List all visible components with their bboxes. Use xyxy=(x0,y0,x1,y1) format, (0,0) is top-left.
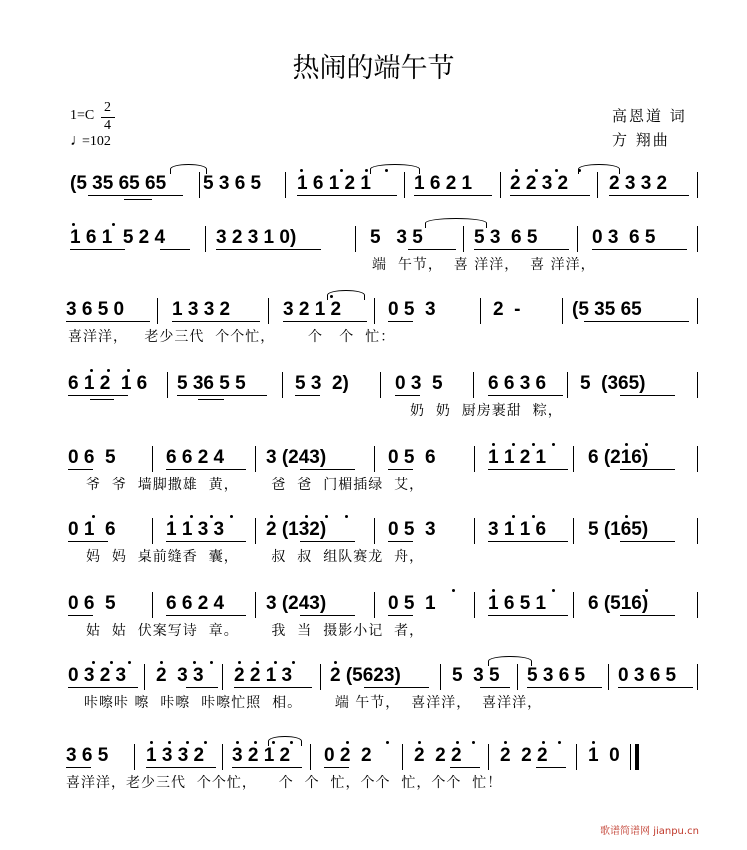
underline-mark xyxy=(166,469,246,470)
bar-line xyxy=(255,592,256,618)
underline-mark xyxy=(232,767,302,768)
high-octave-dot xyxy=(542,741,545,744)
underline-mark xyxy=(177,395,267,396)
high-octave-dot xyxy=(386,741,389,744)
tie-slur xyxy=(268,736,302,746)
underline-mark xyxy=(488,615,568,616)
high-octave-dot xyxy=(532,443,535,446)
lyric-line: 喜洋洋， 老少三代 个个忙， 个 个 忙： xyxy=(68,329,396,345)
bar-line xyxy=(285,172,286,198)
bar-line xyxy=(374,518,375,544)
measure: 3 (243) xyxy=(266,593,327,614)
score-row-6 xyxy=(0,518,747,565)
underline-mark xyxy=(160,249,190,250)
key-signature: 1=C xyxy=(70,108,95,123)
measure: 6 (516) xyxy=(588,593,649,614)
bar-line xyxy=(199,172,200,198)
underline-mark xyxy=(68,395,128,396)
high-octave-dot xyxy=(210,515,213,518)
time-signature-top: 2 xyxy=(104,100,111,115)
watermark xyxy=(600,822,699,837)
underline-mark xyxy=(216,249,321,250)
bar-line xyxy=(152,518,153,544)
song-title: 热闹的端午节 xyxy=(292,53,455,84)
bar-line xyxy=(573,446,574,472)
underline-mark xyxy=(66,321,150,322)
lyric-line: 端 午节， 喜 洋洋， 喜 洋洋， xyxy=(372,257,596,273)
bar-line xyxy=(404,172,405,198)
bar-line xyxy=(355,226,356,252)
measure: 0 2 2 xyxy=(324,745,372,766)
measure: 5 3 6 5 xyxy=(474,227,538,248)
high-octave-dot xyxy=(330,295,333,298)
measure: 0 1 6 xyxy=(68,519,116,540)
tempo-marking: =102 xyxy=(82,134,111,149)
high-octave-dot xyxy=(345,515,348,518)
high-octave-dot xyxy=(150,741,153,744)
bar-line xyxy=(474,518,475,544)
high-octave-dot xyxy=(270,515,273,518)
measure: 1 6 1 2 1 xyxy=(297,173,371,194)
measure: 1 6 1 5 2 4 xyxy=(70,227,166,248)
underline-mark xyxy=(68,687,138,688)
bar-line xyxy=(697,518,698,544)
high-octave-dot xyxy=(107,369,110,372)
time-signature-bottom: 4 xyxy=(104,118,111,133)
underline-mark xyxy=(198,399,224,400)
measure: 2 (132) xyxy=(266,519,327,540)
high-octave-dot xyxy=(186,741,189,744)
measure: (5 35 65 xyxy=(572,299,642,320)
underline-mark xyxy=(536,767,566,768)
measure: 5 (365) xyxy=(580,373,646,394)
underline-mark xyxy=(488,395,563,396)
high-octave-dot xyxy=(90,369,93,372)
measure: 0 5 3 xyxy=(388,519,436,540)
bar-line xyxy=(374,446,375,472)
bar-line xyxy=(402,744,403,770)
underline-mark xyxy=(295,395,320,396)
underline-mark xyxy=(388,469,413,470)
final-bar-line xyxy=(630,744,631,770)
high-octave-dot xyxy=(325,515,328,518)
measure: 2 2 1 3 xyxy=(234,665,293,686)
underline-mark xyxy=(300,541,355,542)
quarter-note-icon: ♩ xyxy=(70,132,86,149)
high-octave-dot xyxy=(492,443,495,446)
high-octave-dot xyxy=(112,223,115,226)
high-octave-dot xyxy=(452,589,455,592)
high-octave-dot xyxy=(558,741,561,744)
underline-mark xyxy=(527,687,602,688)
high-octave-dot xyxy=(334,661,337,664)
lyricist-credit: 高恩道 词 xyxy=(612,107,687,125)
measure: 2 3 3 xyxy=(156,665,204,686)
high-octave-dot xyxy=(72,223,75,226)
bar-line xyxy=(440,664,441,690)
measure: 3 6 5 0 xyxy=(66,299,125,320)
score-row-8 xyxy=(0,664,747,711)
high-octave-dot xyxy=(532,515,535,518)
measure: 1 3 3 2 xyxy=(146,745,205,766)
bar-line xyxy=(608,664,609,690)
underline-mark xyxy=(388,615,413,616)
underline-mark xyxy=(234,687,312,688)
high-octave-dot xyxy=(492,589,495,592)
measure: 5 (165) xyxy=(588,519,649,540)
measure: 6 6 3 6 xyxy=(488,373,547,394)
underline-mark xyxy=(474,249,569,250)
underline-mark xyxy=(68,469,93,470)
underline-mark xyxy=(618,687,693,688)
high-octave-dot xyxy=(168,741,171,744)
high-octave-dot xyxy=(230,515,233,518)
high-octave-dot xyxy=(535,169,538,172)
high-octave-dot xyxy=(193,661,196,664)
underline-mark xyxy=(584,321,689,322)
bar-line xyxy=(576,744,577,770)
underline-mark xyxy=(592,249,687,250)
underline-mark xyxy=(90,399,114,400)
bar-line xyxy=(222,744,223,770)
underline-mark xyxy=(70,249,125,250)
high-octave-dot xyxy=(160,661,163,664)
bar-line xyxy=(380,372,381,398)
high-octave-dot xyxy=(504,741,507,744)
measure: 2 - xyxy=(493,299,521,320)
bar-line xyxy=(597,172,598,198)
underline-mark xyxy=(300,615,355,616)
high-octave-dot xyxy=(418,741,421,744)
underline-mark xyxy=(68,615,93,616)
score-row-9 xyxy=(0,744,747,791)
high-octave-dot xyxy=(236,741,239,744)
measure: 1 1 2 1 xyxy=(488,447,547,468)
measure: 3 2 1 2 xyxy=(232,745,291,766)
underline-mark xyxy=(172,321,260,322)
underline-mark xyxy=(66,767,91,768)
measure: 0 5 6 xyxy=(388,447,436,468)
measure: 5 3 6 5 xyxy=(203,173,262,194)
bar-line xyxy=(152,446,153,472)
measure: 0 5 1 xyxy=(388,593,436,614)
high-octave-dot xyxy=(515,169,518,172)
bar-line xyxy=(573,518,574,544)
bar-line xyxy=(282,372,283,398)
bar-line xyxy=(697,664,698,690)
measure: 3 6 5 xyxy=(66,745,109,766)
lyric-line: 咔嚓咔 嚓 咔嚓 咔嚓忙照 相。 端 午节， 喜洋洋， 喜洋洋， xyxy=(84,695,543,711)
measure: 1 0 xyxy=(588,745,620,766)
underline-mark xyxy=(488,469,568,470)
underline-mark xyxy=(283,321,367,322)
bar-line xyxy=(474,592,475,618)
high-octave-dot xyxy=(512,515,515,518)
measure: 0 6 5 xyxy=(68,447,116,468)
underline-mark xyxy=(488,541,568,542)
high-octave-dot xyxy=(456,741,459,744)
measure: 5 3 5 xyxy=(452,665,500,686)
high-octave-dot xyxy=(190,515,193,518)
underline-mark xyxy=(510,195,590,196)
bar-line xyxy=(205,226,206,252)
bar-line xyxy=(310,744,311,770)
underline-mark xyxy=(364,687,429,688)
high-octave-dot xyxy=(256,661,259,664)
high-octave-dot xyxy=(365,169,368,172)
tie-slur xyxy=(488,656,532,666)
bar-line xyxy=(517,664,518,690)
high-octave-dot xyxy=(274,661,277,664)
bar-line xyxy=(320,664,321,690)
high-octave-dot xyxy=(625,443,628,446)
bar-line xyxy=(255,518,256,544)
lyric-line: 妈 妈 桌前缝香 囊， 叔 叔 组队赛龙 舟， xyxy=(86,549,425,565)
high-octave-dot xyxy=(110,661,113,664)
high-octave-dot xyxy=(254,741,257,744)
bar-line xyxy=(268,298,269,324)
underline-mark xyxy=(414,195,492,196)
measure: 5 3 5 xyxy=(370,227,423,248)
high-octave-dot xyxy=(92,661,95,664)
high-octave-dot xyxy=(300,169,303,172)
underline-mark xyxy=(300,469,355,470)
high-octave-dot xyxy=(552,443,555,446)
bar-line xyxy=(697,446,698,472)
high-octave-dot xyxy=(92,515,95,518)
measure: 5 3 6 5 xyxy=(527,665,586,686)
measure: 2 2 2 xyxy=(414,745,462,766)
tie-slur xyxy=(425,218,487,228)
underline-mark xyxy=(388,541,413,542)
measure: 5 3 2) xyxy=(295,373,349,394)
high-octave-dot xyxy=(292,661,295,664)
lyric-line: 奶 奶 厨房裹甜 粽， xyxy=(410,403,563,419)
measure: 5 36 5 5 xyxy=(177,373,246,394)
lyric-line: 姑 姑 伏案写诗 章。 我 当 摄影小记 者， xyxy=(86,623,425,639)
watermark-site-name: 歌谱简谱网 xyxy=(600,826,650,837)
measure: 1 6 5 1 xyxy=(488,593,547,614)
underline-mark xyxy=(450,767,480,768)
score-row-3 xyxy=(0,298,747,345)
score-row-4 xyxy=(0,372,747,419)
measure: 2 2 2 xyxy=(500,745,548,766)
measure: 0 6 5 xyxy=(68,593,116,614)
bar-line xyxy=(255,446,256,472)
underline-mark xyxy=(68,541,108,542)
bar-line xyxy=(697,372,698,398)
measure: 6 1 2 1 6 xyxy=(68,373,148,394)
measure: (5 35 65 65 xyxy=(70,173,167,194)
measure: 1 6 2 1 xyxy=(414,173,473,194)
measure: 0 3 6 5 xyxy=(618,665,677,686)
underline-mark xyxy=(480,687,510,688)
score-row-5 xyxy=(0,446,747,493)
measure: 0 3 2 3 xyxy=(68,665,127,686)
final-bar-thick xyxy=(635,744,639,770)
high-octave-dot xyxy=(512,443,515,446)
measure: 6 (216) xyxy=(588,447,649,468)
high-octave-dot xyxy=(170,515,173,518)
bar-line xyxy=(167,372,168,398)
bar-line xyxy=(474,446,475,472)
measure: 3 1 1 6 xyxy=(488,519,547,540)
score-row-2 xyxy=(0,226,747,273)
underline-mark xyxy=(166,615,246,616)
bar-line xyxy=(500,172,501,198)
bar-line xyxy=(697,298,698,324)
tie-slur xyxy=(578,164,620,174)
bar-line xyxy=(222,664,223,690)
bar-line xyxy=(473,372,474,398)
high-octave-dot xyxy=(472,741,475,744)
bar-line xyxy=(697,172,698,198)
bar-line xyxy=(157,298,158,324)
lyric-line: 爷 爷 墙脚撒雄 黄， 爸 爸 门楣插绿 艾， xyxy=(86,477,425,493)
tie-slur xyxy=(170,164,207,174)
underline-mark xyxy=(609,195,689,196)
measure: 2 2 3 2 xyxy=(510,173,569,194)
high-octave-dot xyxy=(552,589,555,592)
underline-mark xyxy=(620,395,675,396)
bar-line xyxy=(697,226,698,252)
bar-line xyxy=(488,744,489,770)
underline-mark xyxy=(146,767,216,768)
high-octave-dot xyxy=(346,741,349,744)
underline-mark xyxy=(166,541,246,542)
measure: 6 6 2 4 xyxy=(166,593,225,614)
underline-mark xyxy=(388,321,413,322)
measure: 3 (243) xyxy=(266,447,327,468)
score-row-7 xyxy=(0,592,747,639)
underline-mark xyxy=(408,249,456,250)
measure: 0 3 6 5 xyxy=(592,227,656,248)
underline-mark xyxy=(395,395,420,396)
bar-line xyxy=(374,592,375,618)
bar-line xyxy=(144,664,145,690)
bar-line xyxy=(562,298,563,324)
high-octave-dot xyxy=(340,169,343,172)
underline-mark xyxy=(620,615,675,616)
high-octave-dot xyxy=(210,661,213,664)
watermark-domain: jianpu.cn xyxy=(653,826,699,837)
measure: 3 2 3 1 0) xyxy=(216,227,297,248)
underline-mark xyxy=(88,195,183,196)
high-octave-dot xyxy=(555,169,558,172)
lyric-line: 喜洋洋，老少三代 个个忙， 个 个 忙，个个 忙，个个 忙！ xyxy=(66,775,503,791)
high-octave-dot xyxy=(204,741,207,744)
high-octave-dot xyxy=(128,661,131,664)
underline-mark xyxy=(297,195,397,196)
high-octave-dot xyxy=(625,515,628,518)
measure: 1 3 3 2 xyxy=(172,299,231,320)
bar-line xyxy=(152,592,153,618)
high-octave-dot xyxy=(645,589,648,592)
tie-slur xyxy=(370,164,420,174)
high-octave-dot xyxy=(305,515,308,518)
measure: 2 3 3 2 xyxy=(609,173,668,194)
measure: 2 (5623) xyxy=(330,665,401,686)
measure: 1 1 3 3 xyxy=(166,519,225,540)
measure: 0 5 3 xyxy=(388,299,436,320)
bar-line xyxy=(134,744,135,770)
underline-mark xyxy=(620,469,675,470)
score-row-1 xyxy=(0,172,747,212)
underline-mark xyxy=(124,199,152,200)
measure: 0 3 5 xyxy=(395,373,443,394)
underline-mark xyxy=(186,687,218,688)
underline-mark xyxy=(324,767,349,768)
bar-line xyxy=(697,592,698,618)
underline-mark xyxy=(620,541,675,542)
bar-line xyxy=(480,298,481,324)
high-octave-dot xyxy=(592,741,595,744)
high-octave-dot xyxy=(127,369,130,372)
bar-line xyxy=(577,226,578,252)
high-octave-dot xyxy=(238,661,241,664)
composer-credit: 方 翔曲 xyxy=(612,131,670,149)
bar-line xyxy=(573,592,574,618)
bar-line xyxy=(567,372,568,398)
measure: 3 2 1 2 xyxy=(283,299,342,320)
bar-line xyxy=(463,226,464,252)
bar-line xyxy=(374,298,375,324)
measure: 6 6 2 4 xyxy=(166,447,225,468)
high-octave-dot xyxy=(645,443,648,446)
